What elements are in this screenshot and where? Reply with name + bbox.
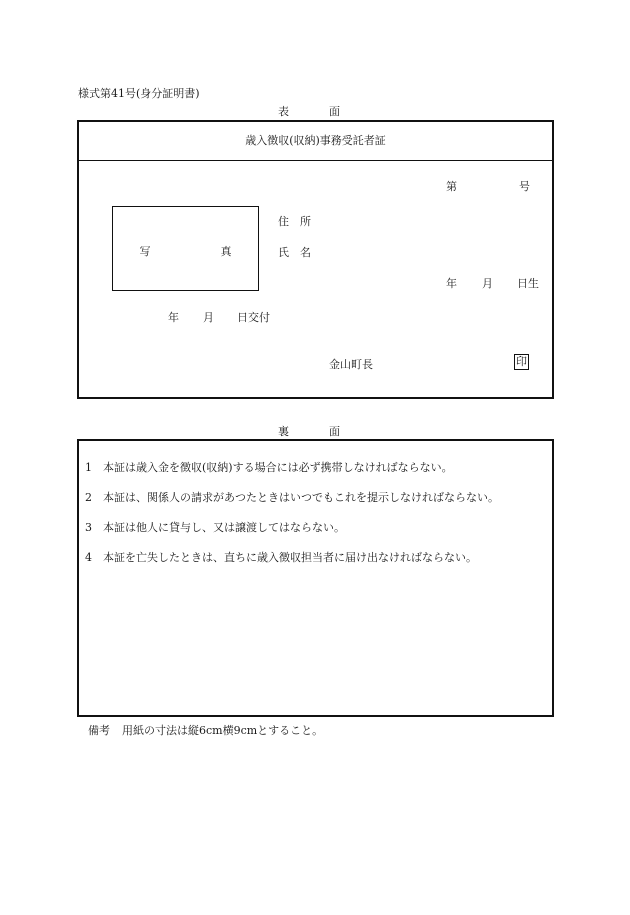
name-label-b: 名 bbox=[300, 246, 311, 259]
photo-label-b: 真 bbox=[220, 245, 232, 258]
note-number: 1 bbox=[85, 461, 92, 474]
back-label-b: 面 bbox=[329, 425, 340, 438]
certificate-back bbox=[77, 439, 554, 717]
issue-year: 年 bbox=[168, 311, 179, 324]
photo-label-a: 写 bbox=[139, 245, 151, 258]
note-number: 3 bbox=[85, 521, 92, 534]
issuer: 金山町長 bbox=[329, 358, 373, 371]
note-line bbox=[85, 459, 453, 475]
address-label-a: 住 bbox=[278, 215, 289, 228]
number-prefix: 第 bbox=[446, 180, 457, 193]
photo-label bbox=[113, 243, 258, 259]
photo-area bbox=[112, 206, 259, 291]
issue-month: 月 bbox=[203, 311, 214, 324]
certificate-front bbox=[77, 120, 554, 399]
front-label-a: 表 bbox=[278, 105, 289, 118]
address-label-b: 所 bbox=[300, 215, 311, 228]
front-label-b: 面 bbox=[329, 105, 340, 118]
remark-text: 用紙の寸法は縦6cm横9cmとすること。 bbox=[122, 724, 324, 737]
back-label-a: 裏 bbox=[278, 425, 289, 438]
certificate-header: 歳入徴収(収納)事務受託者証 bbox=[79, 122, 552, 161]
back-side-label bbox=[278, 423, 340, 439]
issue-day: 日交付 bbox=[237, 311, 270, 324]
note-line bbox=[85, 519, 345, 535]
birth-month: 月 bbox=[482, 277, 493, 290]
note-line bbox=[85, 549, 477, 565]
remark bbox=[88, 722, 323, 738]
remark-label: 備考 bbox=[88, 724, 110, 737]
birth-year: 年 bbox=[446, 277, 457, 290]
name-label-a: 氏 bbox=[278, 246, 289, 259]
form-title: 様式第41号(身分証明書) bbox=[78, 87, 200, 100]
note-line bbox=[85, 489, 499, 505]
note-text: 本証を亡失したときは、直ちに歳入徴収担当者に届け出なければならない。 bbox=[103, 551, 477, 564]
note-text: 本証は、関係人の請求があつたときはいつでもこれを提示しなければならない。 bbox=[103, 491, 499, 504]
note-text: 本証は他人に貸与し、又は譲渡してはならない。 bbox=[103, 521, 345, 534]
note-number: 2 bbox=[85, 491, 92, 504]
birth-day: 日生 bbox=[517, 277, 539, 290]
seal-mark: 印 bbox=[516, 355, 527, 368]
front-side-label bbox=[278, 103, 340, 119]
note-number: 4 bbox=[85, 551, 92, 564]
number-suffix: 号 bbox=[519, 180, 530, 193]
note-text: 本証は歳入金を徴収(収納)する場合には必ず携帯しなければならない。 bbox=[103, 461, 453, 474]
